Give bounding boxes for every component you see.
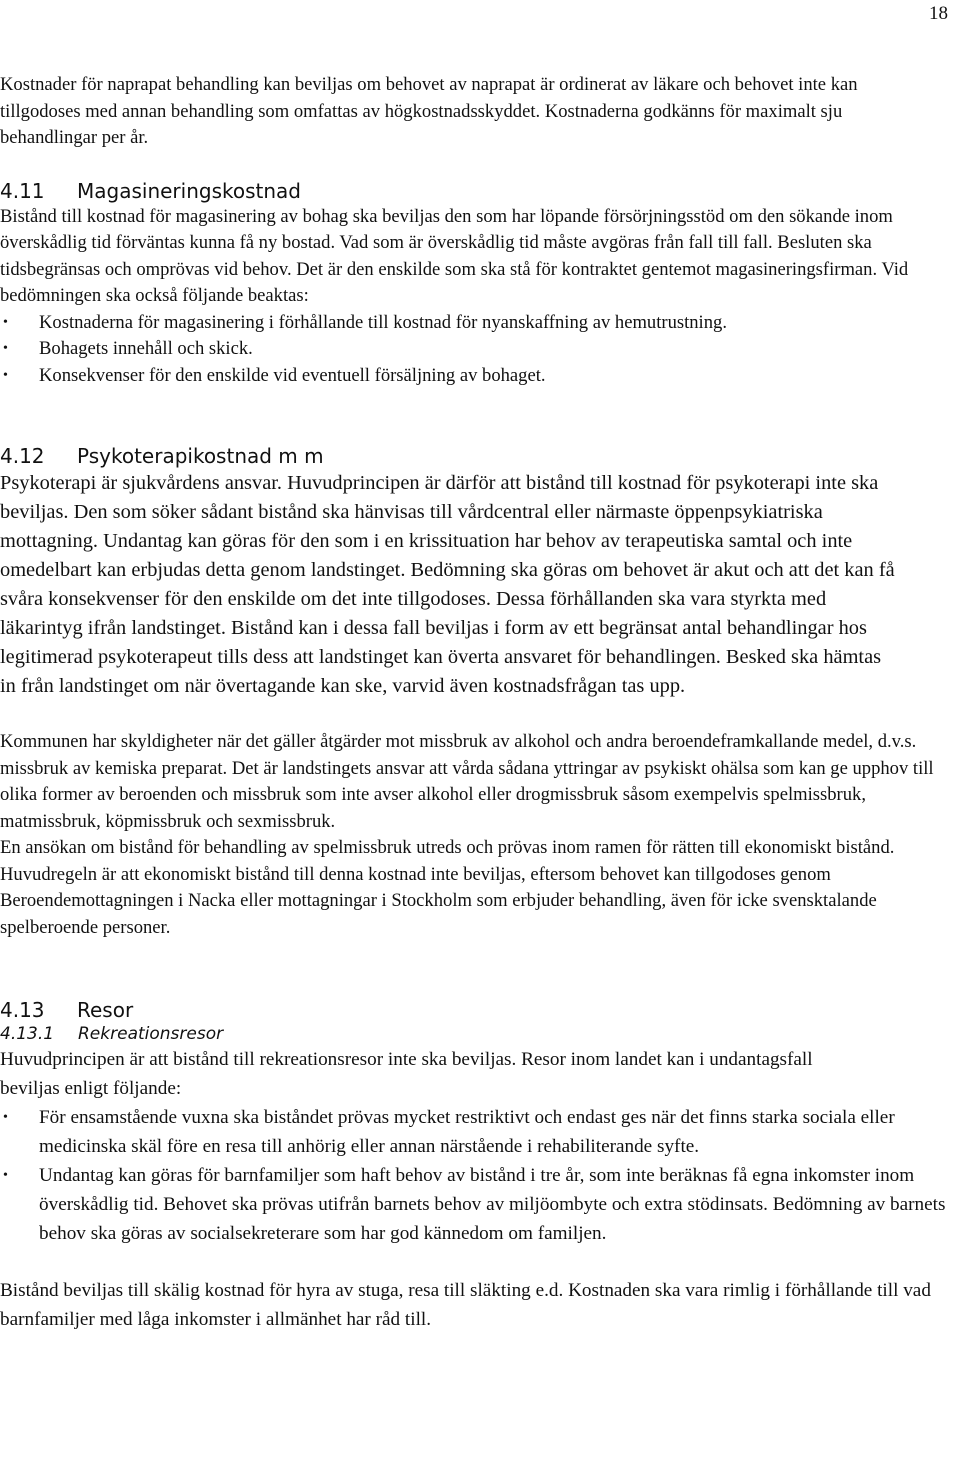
list-item: • Undantag kan göras för barnfamiljer som haft behov av bistånd i tre år, som inte beräknas få egna inkomster inom överskådlig tid. Behovet ska prövas utifrån barnets behov av miljöombyte och extra stödinsats. Bedömning av barnets behov ska göras av socialsekreterare som har god kännedom om familjen. bbox=[0, 1161, 958, 1248]
list-item: • Kostnaderna för magasinering i förhållande till kostnad för nyanskaffning av hemutrustning. bbox=[0, 310, 958, 337]
section-heading-4-11 bbox=[0, 178, 958, 204]
page-number: 18 bbox=[929, 3, 948, 24]
section-4-12 bbox=[0, 443, 958, 941]
bullet-icon: • bbox=[3, 314, 8, 330]
list-item: • Bohagets innehåll och skick. bbox=[0, 336, 958, 363]
section-body: Psykoterapi är sjukvårdens ansvar. Huvudprincipen är därför att bistånd till kostnad för psykoterapi inte ska beviljas. Den som söker sådant bistånd ska hänvisas till vårdcentral eller närmaste öppenpsykiatriska mottagning. Undantag kan göras för den som i en krissituation har behov av terapeutiska samtal och inte omedelbart kan erbjudas detta genom landstinget. Bedömning ska göras om behovet är akut och att det kan få svåra konsekvenser för den enskilde om det inte tillgodoses. Dessa förhållanden ska vara styrkta med läkarintyg ifrån landstinget. Bistånd kan i dessa fall beviljas i form av ett begränsat antal behandlingar hos legitimerad psykoterapeut tills dess att landstinget kan överta ansvaret för behandlingen. Besked ska hämtas in från landstinget om när övertagande kan ske, varvid även kostnadsfrågan tas upp. bbox=[0, 472, 895, 697]
bullet-icon: • bbox=[3, 341, 8, 356]
intro-paragraph: Kostnader för naprapat behandling kan beviljas om behovet av naprapat är ordinerat av läkare och behovet inte kan tillgodoses med annan behandling som omfattas av högkostnadsskyddet. Kostnaderna godkänns för maximalt sju behandlingar per år. bbox=[0, 74, 858, 148]
section-4-13 bbox=[0, 997, 958, 1334]
section-heading-4-12 bbox=[0, 443, 958, 469]
subsection-title: Rekreationsresor bbox=[78, 1024, 224, 1044]
bullet-list bbox=[0, 1103, 958, 1248]
spelmissbruk-paragraph: En ansökan om bistånd för behandling av spelmissbruk utreds och prövas inom ramen för rätten till ekonomiskt bistånd. Huvudregeln är att ekonomiskt bistånd till denna kostnad inte beviljas, eftersom behovet kan tillgodoses genom Beroendemottagningen i Nacka eller mottagningar i Stockholm som erbjuder behandling, även för icke svensktalande spelberoende personer. bbox=[0, 837, 895, 938]
missbruk-paragraph: Kommunen har skyldigheter när det gäller åtgärder mot missbruk av alkohol och andra beroendeframkallande medel, d.v.s. missbruk av kemiska preparat. Det är landstingets ansvar att vårda sådana yttringar av psykiskt ohälsa som kan ge upphov till olika former av beroenden och missbruk som inte avser alkohol eller drogmissbruk såsom exempelvis spelmissbruk, matmissbruk, köpmissbruk och sexmissbruk. bbox=[0, 731, 934, 832]
section-4-11 bbox=[0, 178, 958, 390]
list-item: • Konsekvenser för den enskilde vid eventuell försäljning av bohaget. bbox=[0, 363, 958, 390]
list-item: • För ensamstående vuxna ska biståndet prövas mycket restriktivt och endast ges när det finns starka sociala eller medicinska skäl före en resa till anhörig eller annan närstående i rehabiliterande syfte. bbox=[0, 1103, 958, 1161]
section-title: Magasineringskostnad bbox=[77, 178, 301, 203]
bullet-list bbox=[0, 310, 958, 390]
bullet-icon: • bbox=[3, 367, 8, 383]
section-title: Psykoterapikostnad m m bbox=[77, 444, 324, 468]
closing-paragraph: Bistånd beviljas till skälig kostnad för hyra av stuga, resa till släkting e.d. Kostnaden ska vara rimlig i förhållande till vad barnfamiljer med låga inkomster i allmänhet har råd till. bbox=[0, 1280, 931, 1330]
subsection-number: 4.13.1 bbox=[0, 1024, 55, 1044]
section-title: Resor bbox=[77, 998, 134, 1022]
section-body: Huvudprincipen är att bistånd till rekreationsresor inte ska beviljas. Resor inom landet kan i undantagsfall beviljas enligt följande: bbox=[0, 1049, 813, 1099]
section-number: 4.12 bbox=[0, 444, 45, 468]
section-number: 4.13 bbox=[0, 998, 45, 1022]
bullet-icon: • bbox=[3, 1110, 8, 1125]
section-heading-4-13 bbox=[0, 997, 958, 1023]
section-body: Bistånd till kostnad för magasinering av bohag ska beviljas den som har löpande försörjningsstöd om den sökande inom överskådlig tid förväntas kunna få ny bostad. Vad som är överskådlig tid måste avgöras från fall till fall. Besluten ska tidsbegränsas och omprövas vid behov. Det är den enskilde som ska stå för kontraktet gentemot magasineringsfirman. Vid bedömningen ska också följande beaktas: bbox=[0, 205, 909, 306]
subsection-heading-4-13-1 bbox=[0, 1023, 958, 1045]
document-body bbox=[0, 72, 958, 1334]
section-number: 4.11 bbox=[0, 178, 45, 203]
bullet-icon: • bbox=[3, 1168, 8, 1183]
